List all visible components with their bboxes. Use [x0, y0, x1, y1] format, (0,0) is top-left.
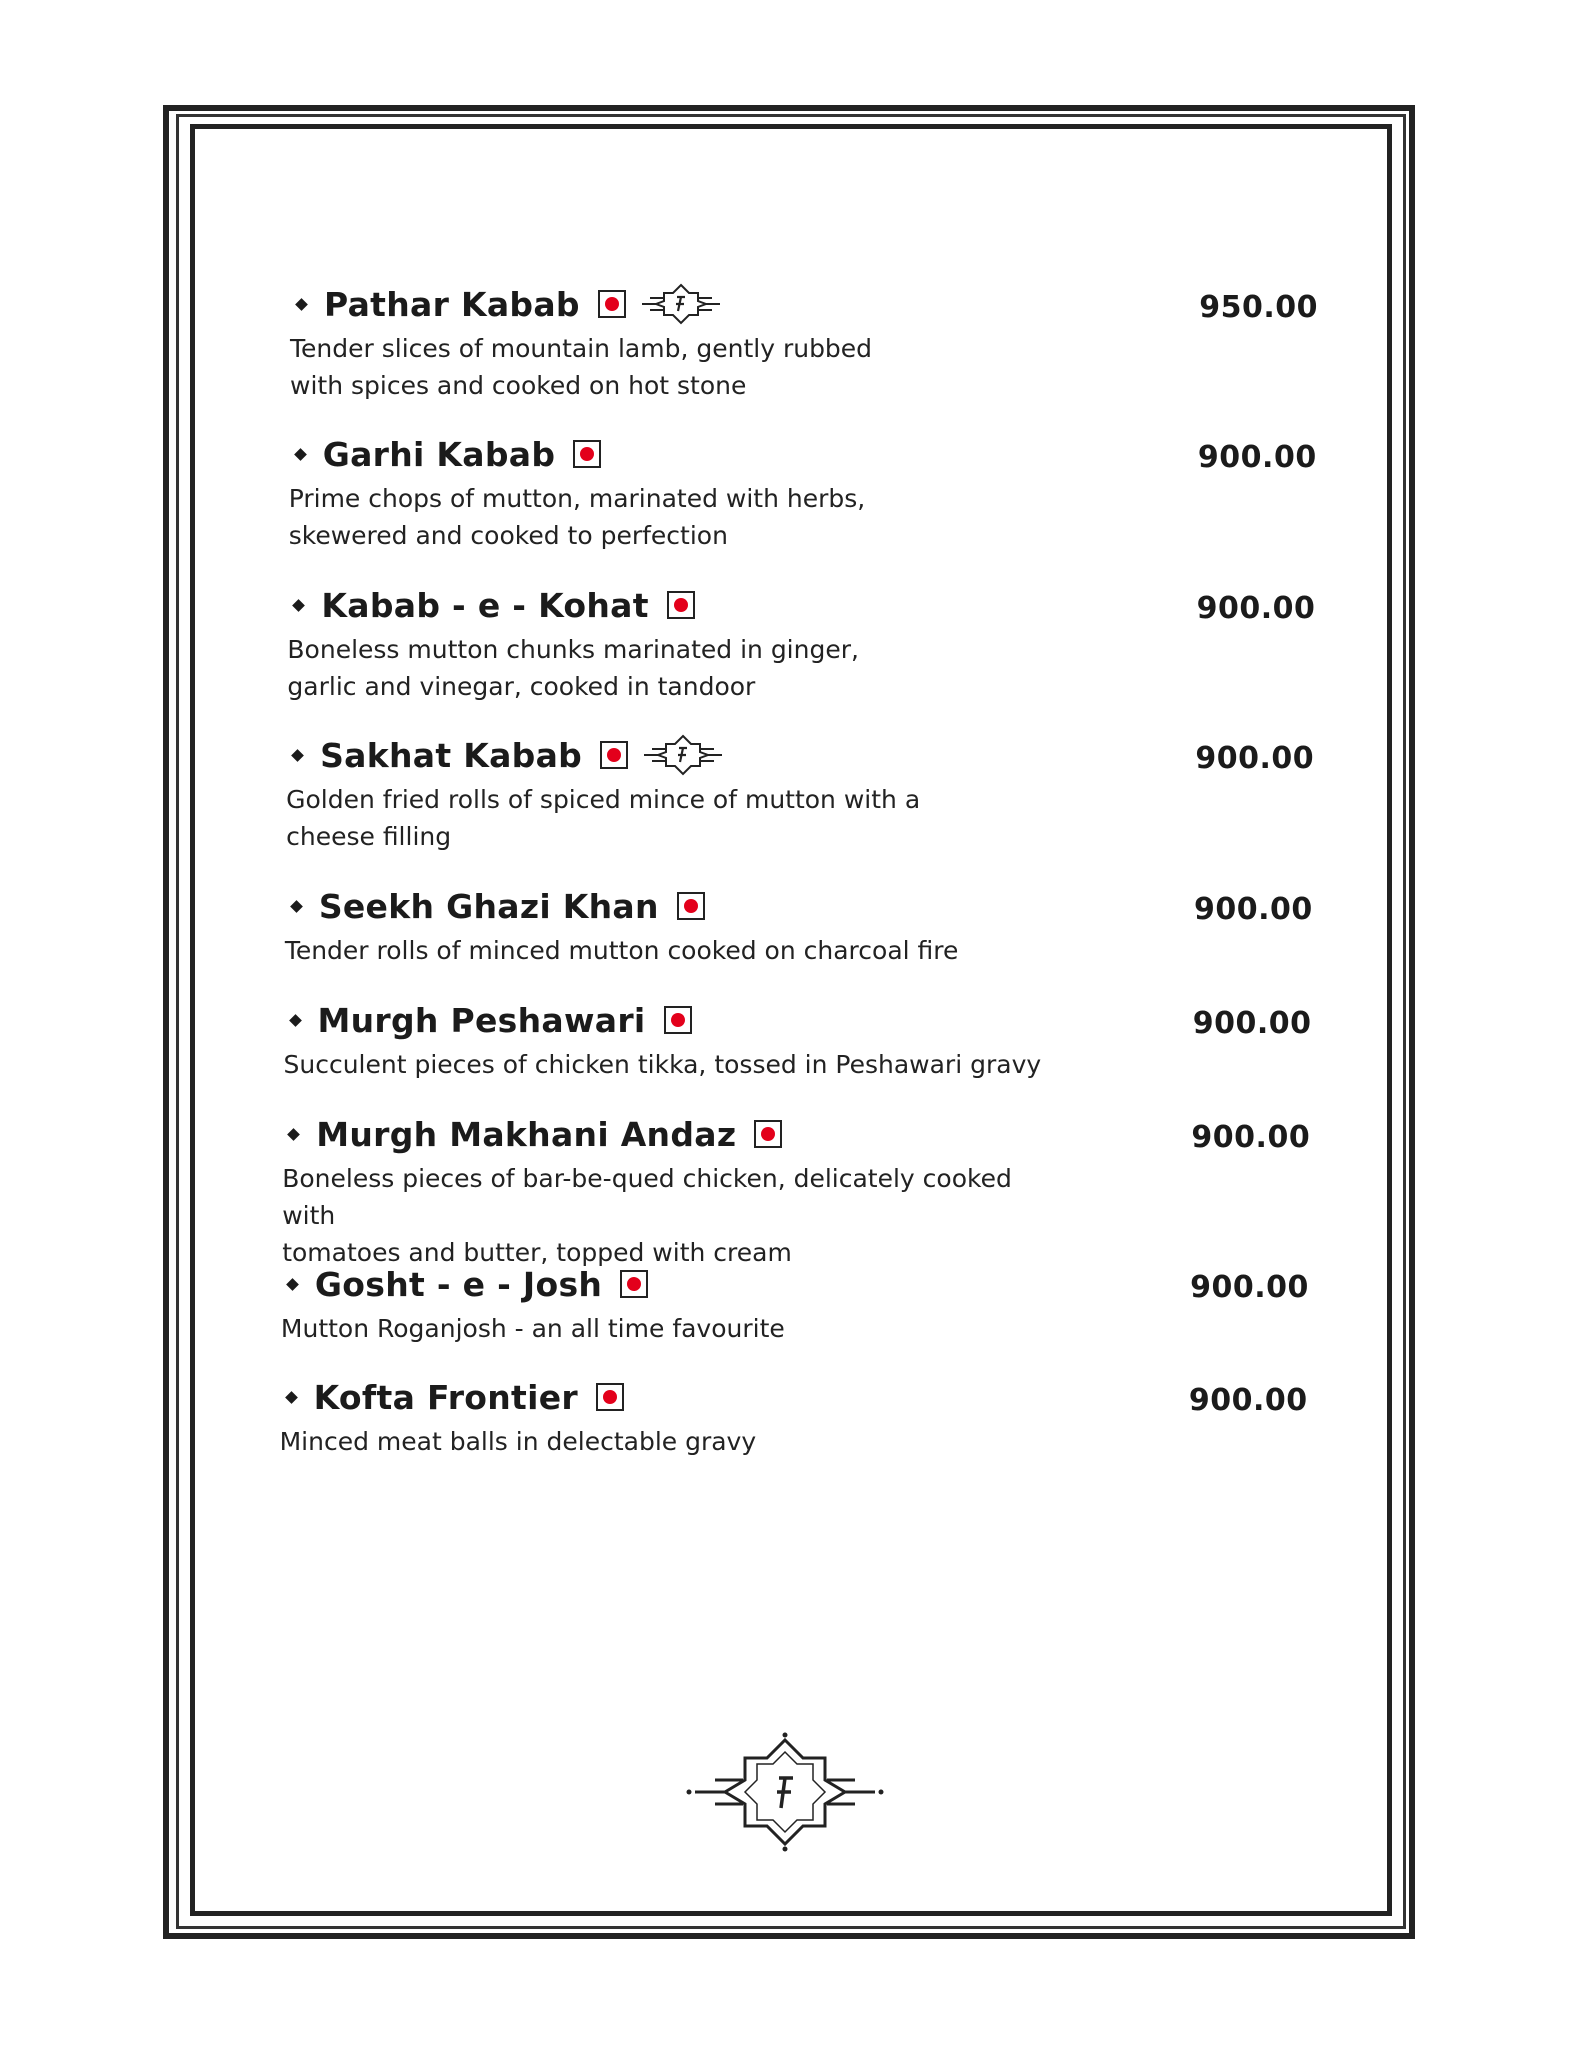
- frontier-logo-icon: [685, 1732, 885, 1852]
- description-line: garlic and vinegar, cooked in tandoor: [287, 672, 756, 701]
- description-line: Tender rolls of minced mutton cooked on charcoal fire: [284, 936, 959, 965]
- menu-item-header: [290, 278, 1320, 330]
- menu-item-header: [284, 994, 1314, 1046]
- menu-item: [287, 579, 1317, 705]
- bullet-icon: [285, 1391, 298, 1404]
- menu-item-header: [285, 880, 1315, 932]
- menu-item-description: [284, 1046, 1064, 1083]
- menu-item-description: [280, 1423, 1060, 1460]
- menu-item-price: 950.00: [1199, 290, 1318, 325]
- description-line: cheese filling: [286, 822, 452, 851]
- menu-item-price: 900.00: [1195, 741, 1315, 776]
- menu-item: [280, 1371, 1310, 1460]
- menu-item: [282, 1108, 1312, 1271]
- menu-item-price: 900.00: [1196, 591, 1316, 626]
- menu-item-header: [280, 1371, 1310, 1423]
- nonveg-icon: [598, 290, 626, 318]
- menu-item-description: [281, 1310, 1061, 1347]
- menu-item-name: Sakhat Kabab: [320, 735, 583, 775]
- menu-item-price: 900.00: [1197, 440, 1317, 475]
- nonveg-icon: [677, 892, 705, 920]
- menu-item-price: 900.00: [1191, 1120, 1311, 1155]
- bullet-icon: [287, 1128, 300, 1141]
- nonveg-icon: [573, 440, 601, 468]
- nonveg-icon: [600, 741, 628, 769]
- bullet-icon: [293, 599, 306, 612]
- menu-item-name: Garhi Kabab: [322, 434, 556, 474]
- menu-item-name: Kofta Frontier: [313, 1377, 578, 1417]
- menu-item-price: 900.00: [1194, 892, 1313, 927]
- menu-item: [284, 994, 1314, 1083]
- menu-item-header: [286, 729, 1316, 781]
- description-line: Prime chops of mutton, marinated with herbs,: [288, 484, 866, 513]
- bullet-icon: [290, 900, 303, 913]
- description-line: with spices and cooked on hot stone: [290, 371, 747, 400]
- description-line: tomatoes and butter, topped with cream: [282, 1238, 792, 1267]
- description-line: Tender slices of mountain lamb, gently rubbed: [290, 334, 873, 363]
- menu-item-header: [282, 1108, 1312, 1160]
- menu-item-name: Murgh Makhani Andaz: [316, 1114, 737, 1154]
- menu-item-description: [289, 480, 1069, 554]
- chef-special-emblem-icon: [642, 733, 724, 777]
- menu-item-name: Kabab - e - Kohat: [321, 585, 649, 625]
- nonveg-icon: [620, 1270, 648, 1298]
- menu-item-name: Seekh Ghazi Khan: [318, 886, 659, 926]
- menu-item: [286, 729, 1316, 855]
- menu-item-price: 900.00: [1190, 1270, 1309, 1305]
- description-line: Succulent pieces of chicken tikka, tossed in Peshawari gravy: [283, 1050, 1042, 1079]
- menu-item-name: Murgh Peshawari: [317, 1000, 646, 1040]
- bullet-icon: [291, 749, 304, 762]
- bullet-icon: [289, 1014, 302, 1027]
- menu-item-description: [290, 330, 1070, 404]
- menu-item-description: [287, 631, 1067, 705]
- menu-item-description: [282, 1160, 1062, 1271]
- menu-item: [290, 278, 1320, 404]
- menu-item: [289, 428, 1319, 554]
- bullet-icon: [286, 1278, 299, 1291]
- description-line: Golden fried rolls of spiced mince of mutton with a: [286, 785, 921, 814]
- menu-item-description: [285, 932, 1065, 969]
- menu-item-header: [287, 579, 1317, 631]
- menu-item-price: 900.00: [1188, 1383, 1308, 1418]
- menu-item-name: Gosht - e - Josh: [314, 1264, 603, 1304]
- description-line: Minced meat balls in delectable gravy: [279, 1427, 757, 1456]
- description-line: skewered and cooked to perfection: [288, 521, 728, 550]
- description-line: Boneless mutton chunks marinated in ginger,: [287, 635, 859, 664]
- menu-item-header: [281, 1258, 1311, 1310]
- chef-special-emblem-icon: [640, 282, 722, 326]
- nonveg-icon: [664, 1006, 692, 1034]
- menu-item-header: [289, 428, 1319, 480]
- bullet-icon: [295, 298, 308, 311]
- nonveg-icon: [754, 1120, 782, 1148]
- description-line: Mutton Roganjosh - an all time favourite: [280, 1314, 785, 1343]
- menu-item-name: Pathar Kabab: [324, 284, 580, 324]
- menu-item-price: 900.00: [1192, 1006, 1312, 1041]
- menu-item: [281, 1258, 1311, 1347]
- nonveg-icon: [667, 591, 695, 619]
- menu-item-description: [286, 781, 1066, 855]
- menu-item: [285, 880, 1315, 969]
- description-line: Boneless pieces of bar-be-qued chicken, delicately cooked with: [282, 1164, 1012, 1230]
- bullet-icon: [294, 448, 307, 461]
- nonveg-icon: [596, 1383, 624, 1411]
